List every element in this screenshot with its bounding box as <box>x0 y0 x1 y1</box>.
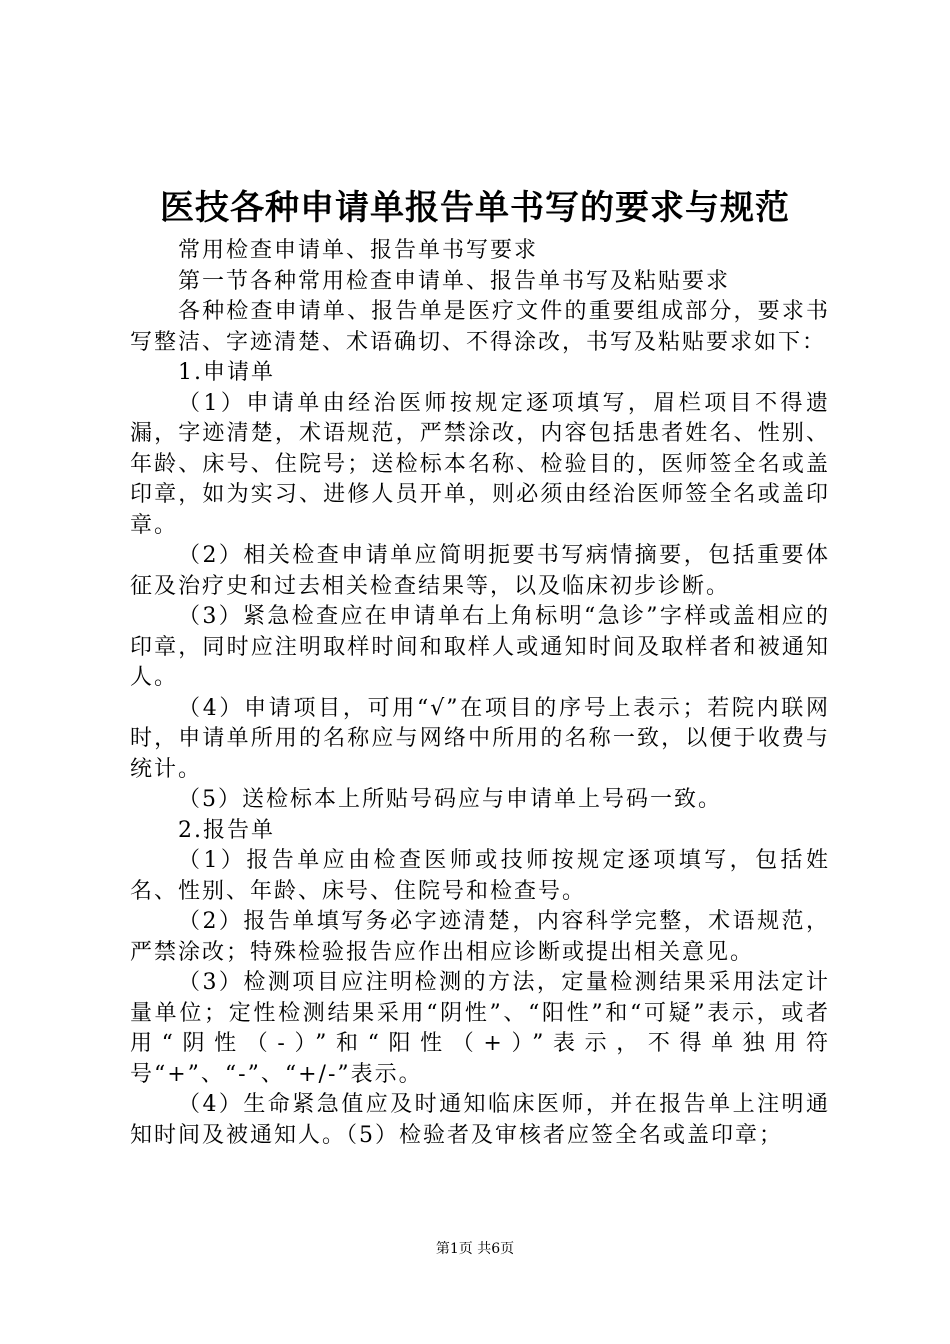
heading-request-form: 1.申请单 <box>178 360 275 385</box>
paragraph-report-3: （3）检测项目应注明检测的方法，定量检测结果采用法定计量单位；定性检测结果采用“阴性”、“阳性”和“可疑”表示，或者用“阴性（-）”和“阳性（+）”表示，不得单独用符号“+”、“-”、“+/-”表示。 <box>130 970 830 1087</box>
paragraph-report-2: （2）报告单填写务必字迹清楚，内容科学完整，术语规范，严禁涂改；特殊检验报告应作出相应诊断或提出相关意见。 <box>130 909 830 965</box>
heading-report-form: 2.报告单 <box>178 817 275 843</box>
paragraph-report-1: （1）报告单应由检查医师或技师按规定逐项填写，包括姓名、性别、年龄、床号、住院号和检查号。 <box>130 848 830 904</box>
paragraph-intro: 各种检查申请单、报告单是医疗文件的重要组成部分，要求书写整洁、字迹清楚、术语确切、不得涂改，书写及粘贴要求如下： <box>130 299 830 355</box>
paragraph-report-4: （4）生命紧急值应及时通知临床医师，并在报告单上注明通知时间及被通知人。（5）检验者及审核者应签全名或盖印章； <box>130 1092 830 1148</box>
paragraph-request-5: （5）送检标本上所贴号码应与申请单上号码一致。 <box>178 787 722 812</box>
paragraph-section-heading: 第一节各种常用检查申请单、报告单书写及粘贴要求 <box>178 268 731 294</box>
paragraph-request-1: （1）申请单由经治医师按规定逐项填写，眉栏项目不得遗漏，字迹清楚，术语规范，严禁涂改，内容包括患者姓名、性别、年龄、床号、住院号；送检标本名称、检验目的，医师签全名或盖印章，如为实习、进修人员开单，则必须由经治医师签全名或盖印章。 <box>130 390 830 538</box>
paragraph-request-4: （4）申请项目，可用“√”在项目的序号上表示；若院内联网时，申请单所用的名称应与网络中所用的名称一致，以便于收费与统计。 <box>130 695 830 782</box>
paragraph-subtitle: 常用检查申请单、报告单书写要求 <box>178 238 539 263</box>
document-title: 医技各种申请单报告单书写的要求与规范 <box>160 188 790 228</box>
page-number-footer: 第1页 共6页 <box>435 1241 515 1257</box>
paragraph-request-3: （3）紧急检查应在申请单右上角标明“急诊”字样或盖相应的印章，同时应注明取样时间和取样人或通知时间及取样者和被通知人。 <box>130 604 830 690</box>
paragraph-request-2: （2）相关检查申请单应简明扼要书写病情摘要，包括重要体征及治疗史和过去相关检查结果等，以及临床初步诊断。 <box>130 543 830 599</box>
document-body <box>130 236 830 1151</box>
